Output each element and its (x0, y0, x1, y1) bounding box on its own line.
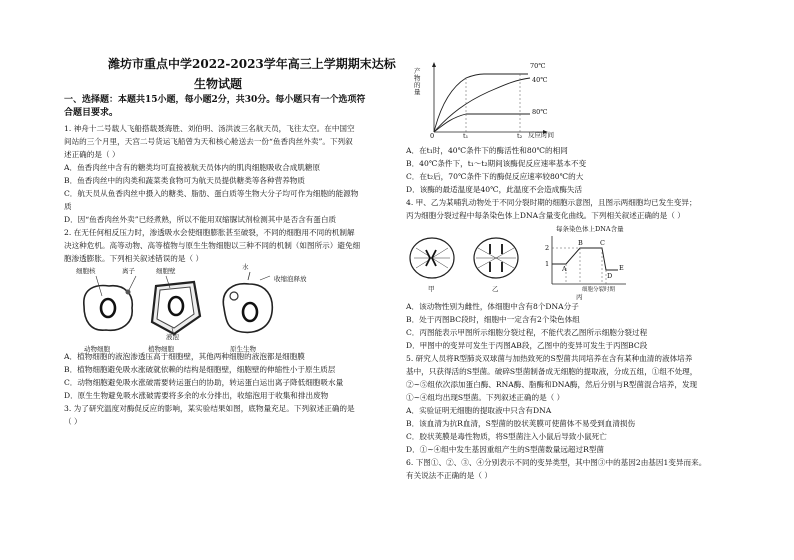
q5-option-b: B．该血清为抗R血清，S型菌的胶状荚膜可使菌体不易受到血清损伤 (406, 419, 636, 428)
q5-option-c: C．胶状荚膜是毒性物质，将S型菌注入小鼠后导致小鼠死亡 (406, 432, 607, 441)
plant-nucleus (169, 297, 183, 315)
q5-option-d: D．①~④组中发生基因重组产生的S型菌数量远超过R型菌 (406, 445, 605, 454)
t2-label: t₂ (517, 132, 523, 140)
q2-option-d: D．原生生物避免吸水涨破需要将多余的水分排出，收缩泡用于收集和排出废物 (64, 391, 329, 400)
curve-80c (434, 114, 530, 132)
point-c: C (600, 239, 605, 247)
contractile-vacuole (230, 292, 238, 300)
y-label: 产 物 的 量 (414, 67, 421, 96)
q5-stem-line: 基中，只获得活的S型菌。破碎S型菌制备成无细胞的提取液，分成五组，①组不处理， (406, 367, 698, 376)
q1-option-c-cont: 质 (64, 202, 72, 211)
q6-stem-line: 有关说法不正确的是（ ） (406, 471, 492, 480)
q2-stem-line: 决这种危机。高等动物、高等植物与原生生物细胞以三种不同的机制（如图所示）避免细 (64, 241, 361, 250)
q4-option-b: B．处于丙图BC段时，细胞中一定含有2个染色体组 (406, 315, 580, 324)
q4-option-c: C．丙图能表示甲图所示细胞分裂过程，不能代表乙图所示细胞分裂过程 (406, 328, 648, 337)
section-heading-cont: 合题目要求。 (64, 108, 119, 118)
q1-stem-line: 1. 神舟十二号载人飞船搭载聂海胜、刘伯明、汤洪波三名航天员，飞往太空。在中国空 (64, 124, 355, 133)
q6-stem-line: 6. 下图①、②、③、④分别表示不同的变异类型，其中图③中的基因2由基因1变异而来。 (406, 458, 707, 467)
legend-70c: 70℃ (530, 62, 546, 70)
q1-option-a: A．鱼香肉丝中含有的糖类均可直接被航天员体内的肌肉细胞吸收合成肌糖原 (64, 163, 321, 172)
q5-stem-line: ①~④组均出现S型菌。下列叙述正确的是（ ） (406, 393, 565, 402)
point-a: A (562, 265, 567, 273)
paper-title-line2: 生物试题 (194, 77, 243, 91)
point-e: E (619, 264, 624, 272)
bing-y2: 2 (545, 244, 550, 252)
q4-figure (406, 222, 736, 300)
bing-y1: 1 (545, 260, 550, 268)
legend-80c: 80℃ (532, 108, 548, 116)
q4-stem-line: 丙为细胞分裂过程中每条染色体上DNA含量变化曲线。下列相关叙述正确的是（ ） (406, 211, 685, 220)
q3-stem-line: （ ） (64, 417, 82, 426)
label-water: 水 (242, 263, 249, 271)
caption-bing: 丙 (576, 293, 583, 301)
q5-option-a: A．实验证明无细胞的提取液中只含有DNA (406, 406, 552, 415)
q1-option-b: B．鱼香肉丝中的肉类和蔬菜类食物可为航天员提供糖类等各种营养物质 (64, 176, 305, 185)
paper-title-line1: 潍坊市重点中学2022-2023学年高三上学期期末达标 (108, 57, 396, 71)
caption-plant: 植物细胞 (148, 345, 174, 353)
q4-stem-line: 4. 甲、乙为某哺乳动物处于不同分裂时期的细胞示意图，且图示两细胞均已发生变异； (406, 198, 697, 207)
q1-stem-line: 间站的三个月里，天宫二号货运飞船曾为天和核心舱送去一份“鱼香肉丝外卖”。下列叙 (64, 137, 353, 146)
animal-nucleus (101, 299, 115, 317)
caption-jia: 甲 (428, 285, 435, 293)
bing-x-title: 细胞分裂时期 (582, 287, 616, 293)
q2-stem-line: 胞渗透膨胀。下列相关叙述错误的是（ ） (64, 254, 204, 263)
q1-option-d: D．因“鱼香肉丝外卖”已经煮熟，所以不能用双缩脲试剂检测其中是否含有蛋白质 (64, 215, 337, 224)
label-cell-wall: 细胞壁 (156, 267, 176, 275)
q3-option-a: A．在t₁时，40℃条件下的酶活性和80℃的相同 (406, 146, 568, 155)
ion-channel (126, 290, 131, 295)
q5-stem-line: ②~⑤组依次添加蛋白酶、RNA酶、脂酶和DNA酶，然后分别与R型菌混合培养，发现 (406, 380, 698, 389)
curve-40c (434, 78, 530, 132)
caption-animal: 动物细胞 (84, 345, 110, 353)
label-ion: 离子 (122, 267, 135, 275)
caption-protist: 原生生物 (230, 345, 256, 353)
cell-division-diagram (406, 222, 736, 300)
x-label: 反应时间 (528, 131, 554, 139)
q2-option-a: A．植物细胞的液泡渗透压高于细胞壁，其他两种细胞的液泡都是细胞膜 (64, 352, 305, 361)
point-b: B (578, 239, 583, 247)
q2-option-b: B．植物细胞避免吸水涨破就依赖的结构是细胞壁，细胞壁的伸缩性小于原生质层 (64, 365, 336, 374)
q1-option-c: C．航天员从鱼香肉丝中摄入的糖类、脂肪、蛋白质等生物大分子均可作为细胞的能源物 (64, 189, 359, 198)
q2-stem-line: 2. 在无任何相反压力时，渗透吸水会使细胞膨胀甚至破裂，不同的细胞用不同的机制解 (64, 228, 355, 237)
q3-chart (410, 58, 580, 140)
legend-40c: 40℃ (532, 76, 548, 84)
curve-70c (434, 74, 528, 132)
t1-label: t₁ (463, 132, 469, 140)
q3-option-d: D．该酶的最适温度是40℃，此温度不会造成酶失活 (406, 185, 583, 194)
origin-label: 0 (430, 132, 435, 140)
q4-option-d: D．甲图中的变异可发生于丙图AB段，乙图中的变异可发生于丙图BC段 (406, 341, 648, 350)
q3-option-b: B．40℃条件下，t₁～t₂期间该酶促反应速率基本不变 (406, 159, 587, 168)
point-d: D (607, 272, 613, 280)
q1-stem-line: 述正确的是（ ） (64, 150, 120, 159)
enzyme-temperature-chart (410, 58, 580, 140)
protist-nucleus (243, 303, 257, 321)
q4-option-a: A．该动物性别为雌性，体细胞中含有8个DNA分子 (406, 302, 579, 311)
caption-yi: 乙 (492, 285, 499, 293)
label-nucleus: 细胞核 (76, 267, 96, 275)
q2-option-c: C．动物细胞避免吸水涨破需要转运蛋白的协助，转运蛋白运出离子降低细胞吸水量 (64, 378, 344, 387)
bing-y-title: 每条染色体上DNA含量 (556, 225, 624, 233)
q3-option-c: C．在t₂后，70℃条件下的酶促反应速率较80℃的大 (406, 172, 584, 181)
q5-stem-line: 5. 研究人员将R型肺炎双球菌与加热致死的S型菌共同培养在含有某种血清的液体培养 (406, 354, 693, 363)
q2-figure (74, 263, 374, 346)
q3-stem-line: 3. 为了研究温度对酶促反应的影响，某实验结果如图，底物量充足。下列叙述正确的是 (64, 404, 355, 413)
section-heading: 一、选择题：本题共15小题，每小题2分，共30分。每小题只有一个选项符 (64, 95, 366, 105)
label-vacuole: 液泡 (166, 333, 179, 341)
cell-diagram (74, 266, 374, 346)
label-contractile: 收缩泡释放 (274, 275, 307, 283)
